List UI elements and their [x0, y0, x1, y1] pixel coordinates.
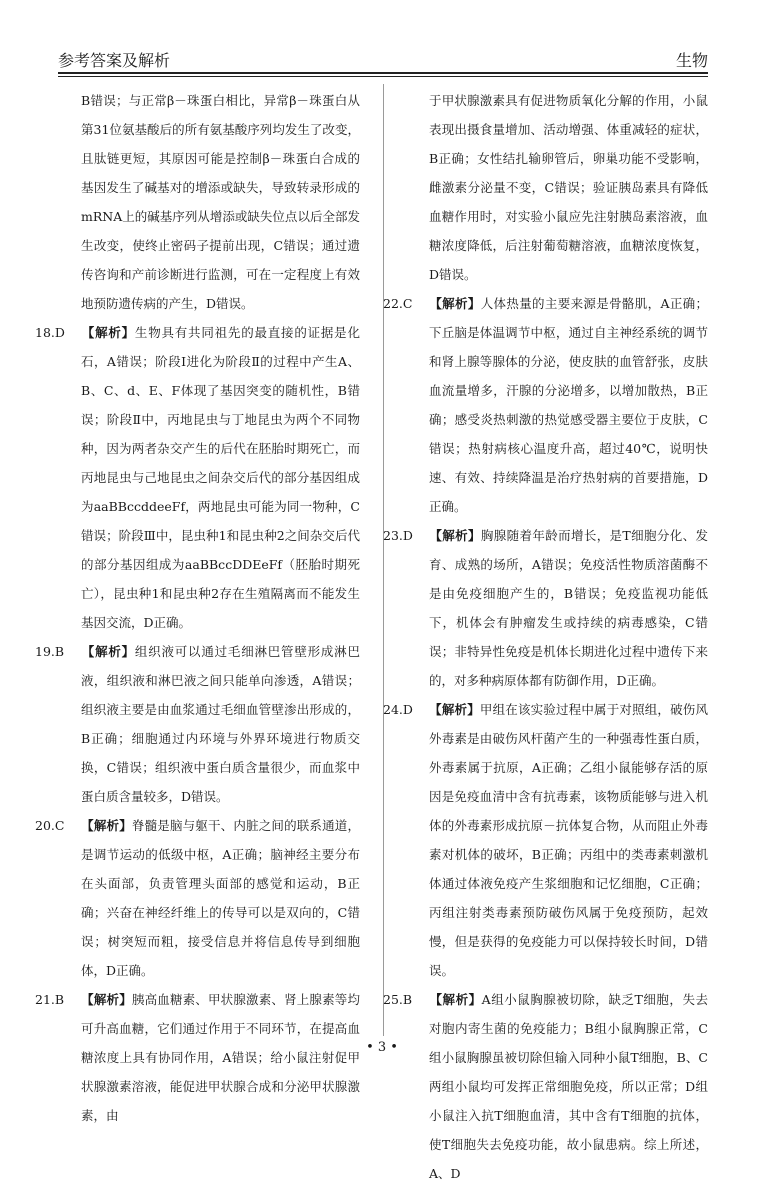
item-text: 人体热量的主要来源是骨骼肌，A正确；下丘脑是体温调节中枢，通过自主神经系统的调节和肾上腺等腺体的分泌，使皮肤的血管舒张，皮肤血流量增多，汗腺的分泌增多，以增加散热，B正确；感受炎热刺激的热觉感受器主要位于皮肤，C错误；热射病核心温度升高，超过40℃，说明快速、有效、持续降温是治疗热射病的首要措施，D正确。 — [429, 296, 708, 514]
right-column — [383, 86, 708, 1188]
answer-item-19 — [35, 637, 360, 811]
page-header — [58, 44, 708, 72]
item-text: 生物具有共同祖先的最直接的证据是化石，A错误；阶段Ⅰ进化为阶段Ⅱ的过程中产生A、B、C、d、E、F体现了基因突变的随机性，B错误；阶段Ⅱ中，丙地昆虫与丁地昆虫为两个不同物种，因为两者杂交产生的后代在胚胎时期死亡，而丙地昆虫与己地昆虫之间杂交后代的部分基因组成为aaBBccddeeFf，两地昆虫可能为同一物种，C错误；阶段Ⅲ中，昆虫种1和昆虫种2之间杂交后代的部分基因组成为aaBBccDDEeFf（胚胎时期死亡），昆虫种1和昆虫种2存在生殖隔离而不能发生基因交流，D正确。 — [81, 325, 360, 630]
right-continuation: 于甲状腺激素具有促进物质氧化分解的作用，小鼠表现出摄食量增加、活动增强、体重减轻的症状，B正确；女性结扎输卵管后，卵巢功能不受影响，雌激素分泌量不变，C错误；验证胰岛素具有降低血糖作用时，对实验小鼠应先注射胰岛素溶液，血糖浓度降低，后注射葡萄糖溶液，血糖浓度恢复，D错误。 — [429, 93, 708, 282]
item-text: 胸腺随着年龄而增长，是T细胞分化、发育、成熟的场所，A错误；免疫活性物质溶菌酶不是由免疫细胞产生的，B错误；免疫监视功能低下，机体会有肿瘤发生或持续的病毒感染，C错误；非特异性免疫是机体长期进化过程中遗传下来的，对多种病原体都有防御作用，D正确。 — [429, 528, 708, 688]
answer-item-23 — [383, 521, 708, 695]
analysis-tag: 【解析】 — [429, 296, 481, 311]
item-number: 23.D — [383, 528, 413, 543]
analysis-tag: 【解析】 — [81, 818, 132, 833]
left-continuation: B错误；与正常β－珠蛋白相比，异常β－珠蛋白从第31位氨基酸后的所有氨基酸序列均发生了改变，且肽链更短，其原因可能是控制β－珠蛋白合成的基因发生了碱基对的增添或缺失，导致转录形成的mRNA上的碱基序列从增添或缺失位点以后全部发生改变，使终止密码子提前出现，C错误；通过遗传咨询和产前诊断进行监测，可在一定程度上有效地预防遗传病的产生，D错误。 — [81, 93, 360, 311]
item-number: 25.B — [383, 992, 413, 1007]
column-divider — [383, 84, 384, 1036]
left-column — [35, 86, 360, 1130]
item-text: A组小鼠胸腺被切除，缺乏T细胞，失去对胞内寄生菌的免疫能力；B组小鼠胸腺正常，C组小鼠胸腺虽被切除但输入同种小鼠T细胞，B、C两组小鼠均可发挥正常细胞免疫，所以正常；D组小鼠注入抗T细胞血清，其中含有T细胞的抗体，使T细胞失去免疫功能，故小鼠患病。综上所述，A、D — [429, 992, 708, 1181]
answer-item-24 — [383, 695, 708, 985]
analysis-tag: 【解析】 — [81, 992, 132, 1007]
analysis-tag: 【解析】 — [81, 325, 135, 340]
item-number: 18.D — [35, 325, 65, 340]
answer-item-25 — [383, 985, 708, 1188]
analysis-tag: 【解析】 — [429, 702, 480, 717]
header-rule-thin — [58, 76, 708, 77]
item-number: 22.C — [383, 296, 413, 311]
item-text: 胰高血糖素、甲状腺激素、肾上腺素等均可升高血糖，它们通过作用于不同环节，在提高血糖浓度上具有协同作用，A错误；给小鼠注射促甲状腺激素溶液，能促进甲状腺合成和分泌甲状腺激素，由 — [81, 992, 360, 1123]
page-number: • 3 • — [366, 1040, 398, 1055]
header-subject: 生物 — [675, 51, 708, 70]
answer-item-22 — [383, 289, 708, 521]
header-rule-thick — [58, 72, 708, 74]
analysis-tag: 【解析】 — [81, 644, 135, 659]
item-text: 脊髓是脑与躯干、内脏之间的联系通道，是调节运动的低级中枢，A正确；脑神经主要分布在头面部，负责管理头面部的感觉和运动，B正确；兴奋在神经纤维上的传导可以是双向的，C错误；树突短而粗，接受信息并将信息传导到细胞体，D正确。 — [81, 818, 360, 978]
header-title: 参考答案及解析 — [58, 51, 171, 70]
item-text: 组织液可以通过毛细淋巴管壁形成淋巴液，组织液和淋巴液之间只能单向渗透，A错误；组织液主要是由血浆通过毛细血管壁渗出形成的，B正确；细胞通过内环境与外界环境进行物质交换，C错误；组织液中蛋白质含量很少，而血浆中蛋白质含量较多，D错误。 — [81, 644, 360, 804]
item-text: 甲组在该实验过程中属于对照组，破伤风外毒素是由破伤风杆菌产生的一种强毒性蛋白质，外毒素属于抗原，A正确；乙组小鼠能够存活的原因是免疫血清中含有抗毒素，该物质能够与进入机体的外毒素形成抗原－抗体复合物，从而阻止外毒素对机体的破坏，B正确；丙组中的类毒素刺激机体通过体液免疫产生浆细胞和记忆细胞，C正确；丙组注射类毒素预防破伤风属于免疫预防，起效慢，但是获得的免疫能力可以保持较长时间，D错误。 — [429, 702, 708, 978]
answer-item-21 — [35, 985, 360, 1130]
item-number: 24.D — [383, 702, 413, 717]
item-number: 20.C — [35, 818, 65, 833]
item-number: 19.B — [35, 644, 65, 659]
item-number: 21.B — [35, 992, 65, 1007]
answer-item-18 — [35, 318, 360, 637]
answer-item-20 — [35, 811, 360, 985]
analysis-tag: 【解析】 — [429, 528, 481, 543]
analysis-tag: 【解析】 — [429, 992, 482, 1007]
